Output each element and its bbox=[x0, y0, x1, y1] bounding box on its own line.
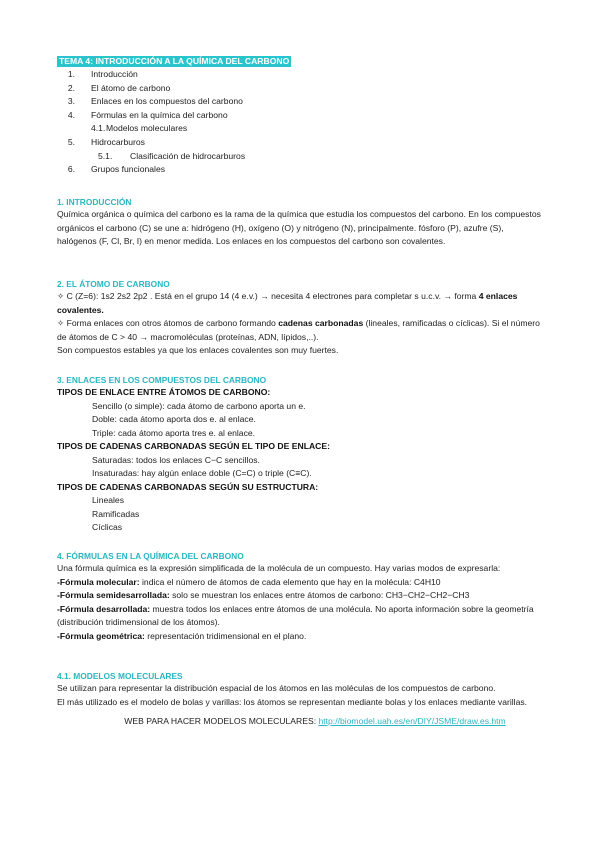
table-of-contents bbox=[57, 68, 543, 177]
list-item: Sencillo (o simple): cada átomo de carbono aporta un e. bbox=[92, 400, 306, 411]
section-heading: 4.1. MODELOS MOLECULARES bbox=[57, 671, 183, 681]
section-atomo-carbono bbox=[57, 278, 543, 358]
toc-item bbox=[57, 95, 543, 109]
section-heading: 2. EL ÁTOMO DE CARBONO bbox=[57, 279, 170, 289]
toc-item bbox=[57, 68, 543, 82]
toc-item bbox=[57, 122, 543, 136]
section-modelos-moleculares bbox=[57, 670, 543, 729]
formula-term: -Fórmula semidesarrollada: bbox=[57, 590, 170, 600]
toc-label: Enlaces en los compuestos del carbono bbox=[91, 96, 243, 107]
formula-definition bbox=[57, 630, 543, 644]
bullet-item: ✧ Forma enlaces con otros átomos de carbono formando cadenas carbonadas (lineales, ramificadas o cíclicas). Si el número de átomos de C > 40 → macromoléculas (proteínas, ADN, lípidos,..). bbox=[57, 318, 540, 342]
toc-item bbox=[57, 163, 543, 177]
toc-number: 4. bbox=[67, 109, 75, 120]
formula-definition bbox=[57, 603, 543, 630]
toc-label: Modelos moleculares bbox=[106, 123, 188, 134]
toc-number: 3. bbox=[67, 96, 75, 107]
list-item: Doble: cada átomo aporta dos e. al enlace. bbox=[92, 414, 256, 424]
web-link[interactable]: http://biomodel.uah.es/en/DIY/JSME/draw.es.htm bbox=[318, 716, 506, 726]
formula-term: -Fórmula desarrollada: bbox=[57, 603, 151, 614]
toc-item bbox=[57, 109, 543, 123]
section-introduccion bbox=[57, 196, 543, 249]
toc-number: 5. bbox=[67, 136, 75, 147]
section-text: Son compuestos estables ya que los enlaces covalentes son muy fuertes. bbox=[57, 345, 339, 355]
toc-label: Grupos funcionales bbox=[91, 164, 166, 175]
toc-number: 6. bbox=[67, 164, 75, 175]
formula-term: -Fórmula geométrica: bbox=[57, 630, 145, 641]
subheading: TIPOS DE ENLACE ENTRE ÁTOMOS DE CARBONO: bbox=[57, 387, 271, 397]
toc-label: Clasificación de hidrocarburos bbox=[130, 150, 246, 161]
list-item: Insaturadas: hay algún enlace doble (C=C) o triple (C≡C). bbox=[92, 468, 312, 478]
list-item: Triple: cada átomo aporta tres e. al enlace. bbox=[92, 427, 256, 438]
section-heading: 1. INTRODUCCIÓN bbox=[57, 197, 132, 207]
subheading: TIPOS DE CADENAS CARBONADAS SEGÚN SU ESTRUCTURA: bbox=[57, 481, 319, 492]
toc-item bbox=[57, 82, 543, 96]
toc-label: El átomo de carbono bbox=[91, 82, 171, 93]
list-item: Cíclicas bbox=[92, 522, 123, 532]
bullet-item: ✧ C (Z=6): 1s2 2s2 2p2 . Está en el grupo 14 (4 e.v.) → necesita 4 electrones para completar s u.c.v. → forma 4 enlaces covalentes. bbox=[57, 291, 518, 315]
list-item: Lineales bbox=[92, 495, 125, 505]
web-reference: WEB PARA HACER MODELOS MOLECULARES: http://biomodel.uah.es/en/DIY/JSME/draw.es.htm bbox=[124, 716, 506, 726]
section-enlaces bbox=[57, 374, 543, 535]
section-text: Se utilizan para representar la distribución espacial de los átomos en las moléculas de los compuestos de carbono. bbox=[57, 683, 496, 693]
section-text: Una fórmula química es la expresión simplificada de la molécula de un compuesto. Hay varias modos de expresarla: bbox=[57, 563, 501, 573]
document-title: TEMA 4: INTRODUCCIÓN A LA QUÍMICA DEL CARBONO bbox=[59, 56, 290, 66]
section-heading: 3. ENLACES EN LOS COMPUESTOS DEL CARBONO bbox=[57, 375, 267, 385]
list-item: Ramificadas bbox=[92, 508, 140, 519]
formula-description: solo se muestran los enlaces entre átomos de carbono: CH3−CH2−CH2−CH3 bbox=[169, 590, 470, 600]
formula-definition bbox=[57, 589, 543, 603]
formula-description: representación tridimensional en el plano. bbox=[144, 630, 307, 641]
document-page bbox=[57, 56, 543, 726]
section-text: El más utilizado es el modelo de bolas y varillas: los átomos se representan mediante bolas y los enlaces mediante varillas. bbox=[57, 696, 528, 707]
toc-number: 1. bbox=[67, 69, 75, 79]
section-formulas bbox=[57, 550, 543, 643]
toc-item bbox=[57, 136, 543, 150]
formula-description: muestra todos los enlaces entre átomos de una molécula. No aporta información sobre la geometría (distribución tridimensional de los átomos). bbox=[57, 603, 534, 627]
list-item: Saturadas: todos los enlaces C−C sencillos. bbox=[92, 454, 260, 465]
toc-number: 5.1. bbox=[98, 150, 113, 161]
toc-label: Fórmulas en la química del carbono bbox=[91, 109, 228, 120]
formula-definition bbox=[57, 576, 543, 590]
section-text: Química orgánica o química del carbono es la rama de la química que estudia los compuestos del carbono. En los compuestos orgánicos el carbono (C) se une a: hidrógeno (H), oxígeno (O) y nitrógeno (N), principalmente. fósforo (P), azufre (S), halógenos (F, Cl, Br, I) en menor medida. Los enlaces en los compuestos del carbono son covalentes. bbox=[57, 209, 541, 246]
toc-item bbox=[57, 150, 543, 164]
toc-number: 2. bbox=[67, 82, 75, 93]
formula-term: -Fórmula molecular: bbox=[57, 576, 140, 587]
toc-label: Introducción bbox=[91, 69, 138, 79]
formula-description: indica el número de átomos de cada elemento que hay en la molécula: C4H10 bbox=[139, 576, 441, 587]
section-heading: 4. FÓRMULAS EN LA QUÍMICA DEL CARBONO bbox=[57, 551, 244, 561]
toc-number: 4.1. bbox=[91, 123, 106, 134]
toc-label: Hidrocarburos bbox=[91, 136, 145, 147]
subheading: TIPOS DE CADENAS CARBONADAS SEGÚN EL TIPO DE ENLACE: bbox=[57, 441, 330, 451]
